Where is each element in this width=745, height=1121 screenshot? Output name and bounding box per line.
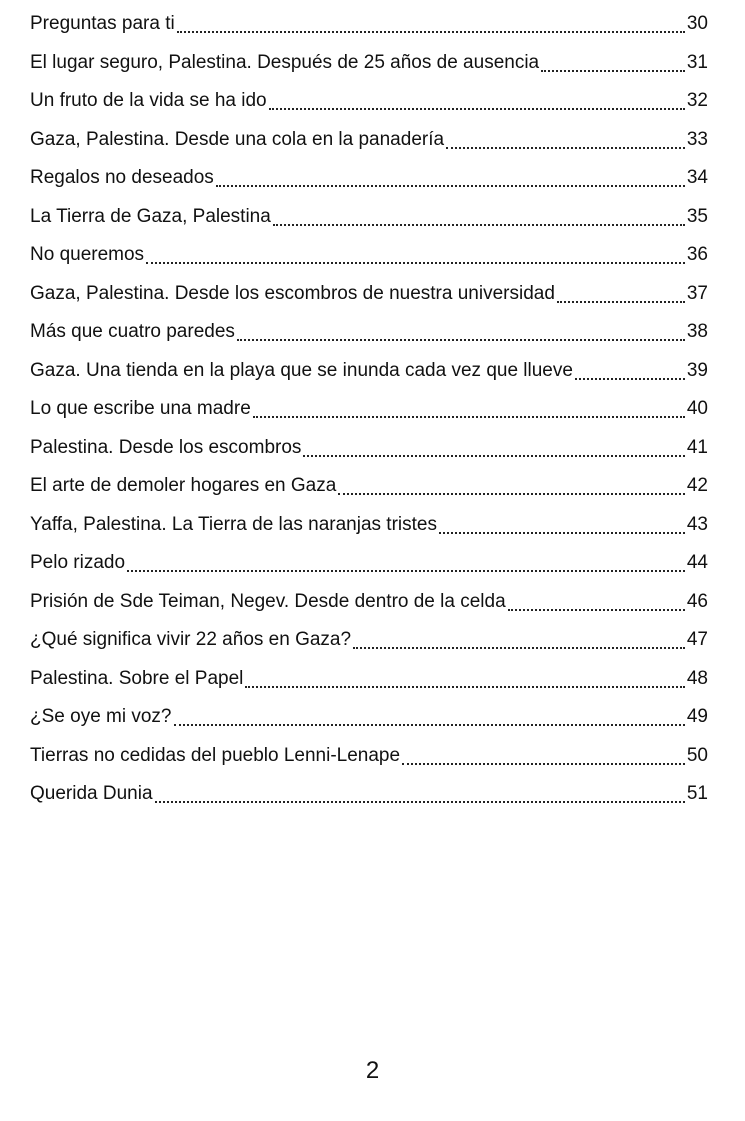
toc-entry[interactable]: [30, 589, 708, 628]
toc-entry[interactable]: [30, 242, 708, 281]
dot-leader: [269, 88, 685, 127]
toc-entry[interactable]: [30, 666, 708, 705]
dot-leader: [127, 550, 685, 589]
toc-entry[interactable]: [30, 473, 708, 512]
dot-leader: [439, 512, 685, 551]
toc-entry[interactable]: [30, 704, 708, 743]
toc-entry[interactable]: [30, 435, 708, 474]
toc-entry[interactable]: [30, 319, 708, 358]
toc-entry-title: Tierras no cedidas del pueblo Lenni-Lenape: [30, 744, 401, 766]
dot-leader: [216, 165, 685, 204]
toc-entry-page: 30: [686, 13, 708, 34]
toc-entry-page: 42: [686, 475, 708, 496]
dot-leader: [303, 435, 684, 474]
toc-entry-page: 34: [686, 167, 708, 188]
toc-entry-title: Preguntas para ti: [30, 13, 175, 34]
dot-leader: [146, 242, 685, 281]
toc-entry-page: 33: [686, 128, 708, 150]
dot-leader: [273, 204, 685, 243]
toc-entry-title: La Tierra de Gaza, Palestina: [30, 205, 271, 227]
toc-entry-page: 38: [686, 321, 708, 342]
toc-entry-page: 35: [686, 205, 708, 227]
toc-entry-title: Yaffa, Palestina. La Tierra de las naranjas tristes: [30, 513, 437, 535]
toc-entry-title: Gaza. Una tienda en la playa que se inunda cada vez que llueve: [30, 359, 573, 381]
toc-entry[interactable]: [30, 11, 708, 50]
toc-entry[interactable]: [30, 512, 708, 551]
toc-entry-title: Palestina. Desde los escombros: [30, 436, 302, 458]
toc-entry-page: 47: [686, 629, 708, 650]
toc-entry-title: Prisión de Sde Teiman, Negev. Desde dentro de la celda: [30, 590, 506, 612]
dot-leader: [253, 396, 685, 435]
dot-leader: [338, 473, 685, 512]
toc-entry-page: 51: [686, 783, 708, 804]
toc-entry-page: 36: [686, 244, 708, 265]
toc-entry-title: Pelo rizado: [30, 552, 126, 573]
toc-entry-page: 49: [686, 706, 708, 727]
toc-entry[interactable]: [30, 127, 708, 166]
toc-entry[interactable]: [30, 88, 708, 127]
toc-entry[interactable]: [30, 743, 708, 782]
toc-entry-title: ¿Qué significa vivir 22 años en Gaza?: [30, 629, 352, 650]
toc-entry[interactable]: [30, 396, 708, 435]
toc-entry[interactable]: [30, 281, 708, 320]
table-of-contents: [30, 11, 708, 820]
dot-leader: [541, 50, 685, 89]
toc-entry-title: ¿Se oye mi voz?: [30, 706, 172, 727]
toc-entry-title: No queremos: [30, 244, 145, 265]
toc-entry-title: El lugar seguro, Palestina. Después de 25 años de ausencia: [30, 51, 540, 73]
toc-entry-title: Querida Dunia: [30, 783, 153, 804]
toc-entry[interactable]: [30, 50, 708, 89]
toc-entry-title: Regalos no deseados: [30, 167, 214, 188]
toc-entry[interactable]: [30, 358, 708, 397]
toc-entry-page: 44: [686, 552, 708, 573]
dot-leader: [174, 704, 685, 743]
toc-entry[interactable]: [30, 550, 708, 589]
toc-entry[interactable]: [30, 781, 708, 820]
toc-entry[interactable]: [30, 204, 708, 243]
toc-entry-page: 48: [686, 667, 708, 689]
page-number: 2: [365, 1057, 380, 1084]
toc-entry-page: 37: [686, 282, 708, 304]
toc-entry-page: 40: [686, 398, 708, 419]
dot-leader: [402, 743, 685, 782]
dot-leader: [155, 781, 685, 820]
toc-entry-title: Gaza, Palestina. Desde los escombros de nuestra universidad: [30, 282, 555, 304]
dot-leader: [353, 627, 685, 666]
toc-entry-title: Un fruto de la vida se ha ido: [30, 90, 267, 111]
dot-leader: [237, 319, 685, 358]
toc-entry-page: 46: [686, 590, 708, 612]
dot-leader: [508, 589, 685, 628]
toc-entry-title: Lo que escribe una madre: [30, 398, 251, 419]
toc-entry-page: 50: [686, 744, 708, 766]
toc-entry-page: 43: [686, 513, 708, 535]
dot-leader: [177, 11, 685, 50]
toc-entry[interactable]: [30, 627, 708, 666]
toc-entry-title: Gaza, Palestina. Desde una cola en la panadería: [30, 128, 445, 150]
toc-entry-page: 32: [686, 90, 708, 111]
toc-entry-page: 31: [686, 51, 708, 73]
dot-leader: [557, 281, 685, 320]
toc-entry[interactable]: [30, 165, 708, 204]
dot-leader: [575, 358, 685, 397]
toc-entry-title: El arte de demoler hogares en Gaza: [30, 475, 337, 496]
toc-entry-title: Más que cuatro paredes: [30, 321, 235, 342]
toc-entry-page: 39: [686, 359, 708, 381]
dot-leader: [446, 127, 685, 166]
toc-entry-title: Palestina. Sobre el Papel: [30, 667, 244, 689]
toc-entry-page: 41: [686, 436, 708, 458]
dot-leader: [245, 666, 684, 705]
